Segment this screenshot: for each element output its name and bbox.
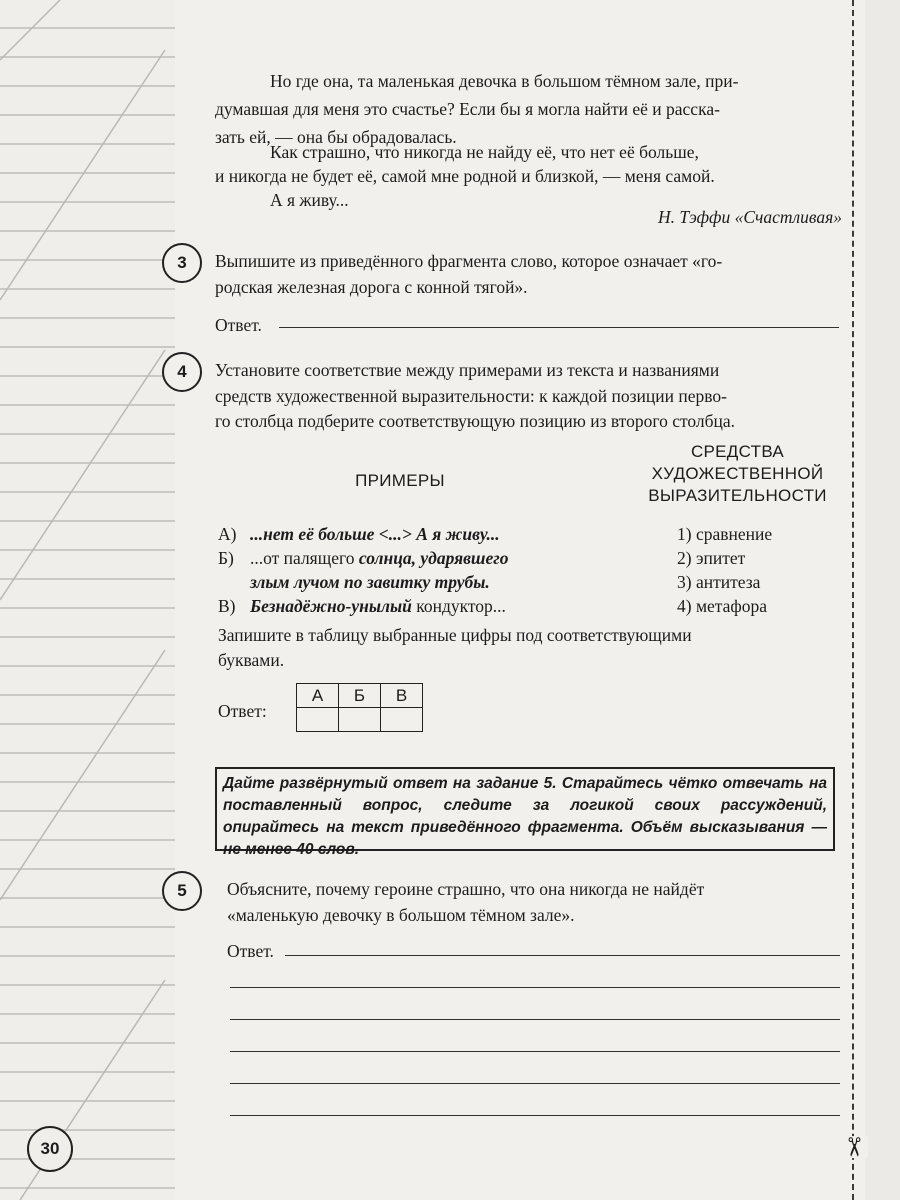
answer-table-header-c: В <box>381 684 423 708</box>
means-3: 3) антитеза <box>677 572 761 592</box>
answer-table-header-b: Б <box>339 684 381 708</box>
task-5-answer-line-6[interactable] <box>230 1115 840 1116</box>
col2-header-3: ВЫРАЗИТЕЛЬНОСТИ <box>648 486 827 505</box>
answer-table <box>296 683 423 732</box>
col1-header: ПРИМЕРЫ <box>355 471 445 490</box>
answer-cell-b[interactable] <box>339 708 381 732</box>
passage-attribution: Н. Тэффи «Счастливая» <box>658 207 842 227</box>
answer-cell-c[interactable] <box>381 708 423 732</box>
instruction-line-2: буквами. <box>218 650 285 670</box>
task-3-line-2: родская железная дорога с конной тягой». <box>215 277 528 297</box>
task-5-answer-line-4[interactable] <box>230 1051 840 1052</box>
margin-diagonal-lines <box>0 0 175 1200</box>
extended-answer-notice: Дайте развёрнутый ответ на задание 5. Старайтесь чётко отвечать на поставленный вопрос, следите за логикой своих рассуждений, опирайтесь на текст приведённого фрагмента. Объём высказывания — не менее 40 слов. <box>215 767 835 851</box>
page-number: 30 <box>27 1126 73 1172</box>
task-5-answer-label: Ответ. <box>227 941 274 961</box>
example-b-pre: ...от палящего <box>250 548 359 568</box>
task-5-answer-line-2[interactable] <box>230 987 840 988</box>
task-4-line-2: средств художественной выразительности: к каждой позиции перво- <box>215 386 727 406</box>
task-4-answer-label: Ответ: <box>218 701 267 721</box>
passage-line-1: Но где она, та маленькая девочка в большом тёмном зале, при- <box>270 71 739 91</box>
task-5-number: 5 <box>162 871 202 911</box>
example-b-em1: солнца, ударявшего <box>358 548 509 568</box>
answer-cell-a[interactable] <box>297 708 339 732</box>
example-c-text <box>250 592 650 620</box>
col2-header-2: ХУДОЖЕСТВЕННОЙ <box>651 464 824 483</box>
means-2: 2) эпитет <box>677 548 746 568</box>
passage-line-3: зать ей, — она бы обрадовалась. <box>215 127 457 147</box>
example-c-post: кондуктор... <box>411 596 506 616</box>
example-b-em2: злым лучом по завитку трубы. <box>250 572 490 592</box>
task-4-number: 4 <box>162 352 202 392</box>
task-5-answer-line-5[interactable] <box>230 1083 840 1084</box>
task-3-line-1: Выпишите из приведённого фрагмента слово, которое означает «го- <box>215 251 723 271</box>
task-5-answer-line-3[interactable] <box>230 1019 840 1020</box>
left-margin-ruled <box>0 0 175 1200</box>
task-5-line-1: Объясните, почему героине страшно, что она никогда не найдёт <box>227 879 705 899</box>
task-4-line-3: го столбца подберите соответствующую позицию из второго столбца. <box>215 411 736 431</box>
passage-line-4: Как страшно, что никогда не найду её, что нет её больше, <box>270 142 699 162</box>
answer-table-header-a: А <box>297 684 339 708</box>
task-4-line-1: Установите соответствие между примерами из текста и названиями <box>215 360 720 380</box>
instruction-line-1: Запишите в таблицу выбранные цифры под соответствующими <box>218 625 692 645</box>
task-5-answer-line-1[interactable] <box>285 955 840 956</box>
means-1: 1) сравнение <box>677 524 773 544</box>
passage-line-2: думавшая для меня это счастье? Если бы я могла найти её и расска- <box>215 99 720 119</box>
passage-line-5: и никогда не будет её, самой мне родной и близкой, — меня самой. <box>215 166 715 186</box>
example-a-text: ...нет её больше <...> А я живу... <box>250 524 500 544</box>
example-c-em: Безнадёжно-унылый <box>250 596 412 616</box>
col2-header-1: СРЕДСТВА <box>690 442 785 461</box>
task-5-line-2: «маленькую девочку в большом тёмном зале». <box>227 905 575 925</box>
cut-line <box>852 0 854 1200</box>
task-3-number: 3 <box>162 243 202 283</box>
scissors-icon: ✂ <box>837 1136 868 1158</box>
task-3-answer-label: Ответ. <box>215 315 262 335</box>
means-4: 4) метафора <box>677 596 768 616</box>
example-b-letter: Б) <box>218 548 234 568</box>
passage-line-6: А я живу... <box>270 190 349 210</box>
task-3-answer-line[interactable] <box>279 327 839 328</box>
example-c-letter: В) <box>218 596 236 616</box>
example-a-letter: А) <box>218 524 237 544</box>
